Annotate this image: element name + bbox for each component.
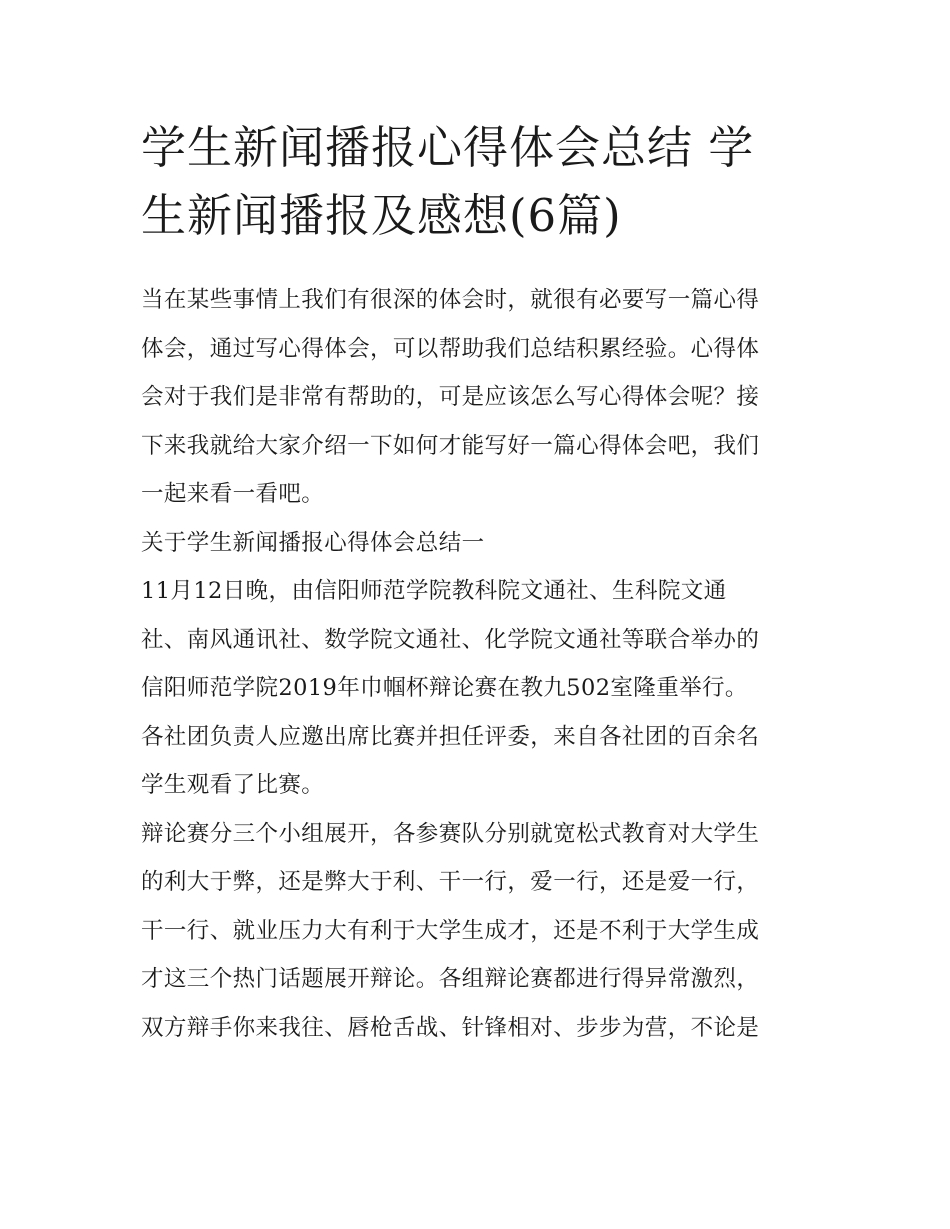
text-line: 一起来看一看吧。 bbox=[141, 481, 325, 507]
body-paragraph bbox=[141, 567, 815, 713]
text-line: 关于学生新闻播报心得体会总结一 bbox=[141, 529, 485, 556]
text-line: 各社团负责人应邀出席比赛并担任评委，来自各社团的百余名 bbox=[141, 723, 760, 750]
text-line: 信阳师范学院2019年巾帼杯辩论赛在教九502室隆重举行。 bbox=[141, 675, 748, 701]
title-line: 学生新闻播报心得体会总结 学 bbox=[141, 121, 755, 174]
document-title bbox=[141, 114, 815, 250]
text-line: 学生观看了比赛。 bbox=[141, 772, 325, 798]
body-paragraph bbox=[141, 810, 815, 1053]
text-line: 才这三个热门话题展开辩论。各组辩论赛都进行得异常激烈， bbox=[141, 966, 760, 992]
text-line: 的利大于弊，还是弊大于利、干一行，爱一行，还是爱一行， bbox=[141, 869, 760, 895]
title-line: 生新闻播报及感想(6篇) bbox=[141, 189, 622, 242]
text-line: 体会，通过写心得体会，可以帮助我们总结积累经验。心得体 bbox=[141, 335, 760, 362]
intro-paragraph bbox=[141, 276, 815, 519]
body-paragraph bbox=[141, 713, 815, 810]
document-content bbox=[141, 114, 815, 1052]
text-line: 当在某些事情上我们有很深的体会时，就很有必要写一篇心得 bbox=[141, 287, 760, 313]
text-line: 社、南风通讯社、数学院文通社、化学院文通社等联合举办的 bbox=[141, 626, 760, 653]
section-heading bbox=[141, 519, 815, 568]
text-line: 辩论赛分三个小组展开，各参赛队分别就宽松式教育对大学生 bbox=[141, 820, 760, 847]
text-line: 11月12日晚，由信阳师范学院教科院文通社、生科院文通 bbox=[141, 578, 727, 604]
text-line: 干一行、就业压力大有利于大学生成才，还是不利于大学生成 bbox=[141, 917, 760, 944]
text-line: 双方辩手你来我往、唇枪舌战、针锋相对、步步为营，不论是 bbox=[141, 1014, 760, 1041]
text-line: 下来我就给大家介绍一下如何才能写好一篇心得体会吧，我们 bbox=[141, 432, 760, 459]
text-line: 会对于我们是非常有帮助的，可是应该怎么写心得体会呢？接 bbox=[141, 384, 760, 410]
